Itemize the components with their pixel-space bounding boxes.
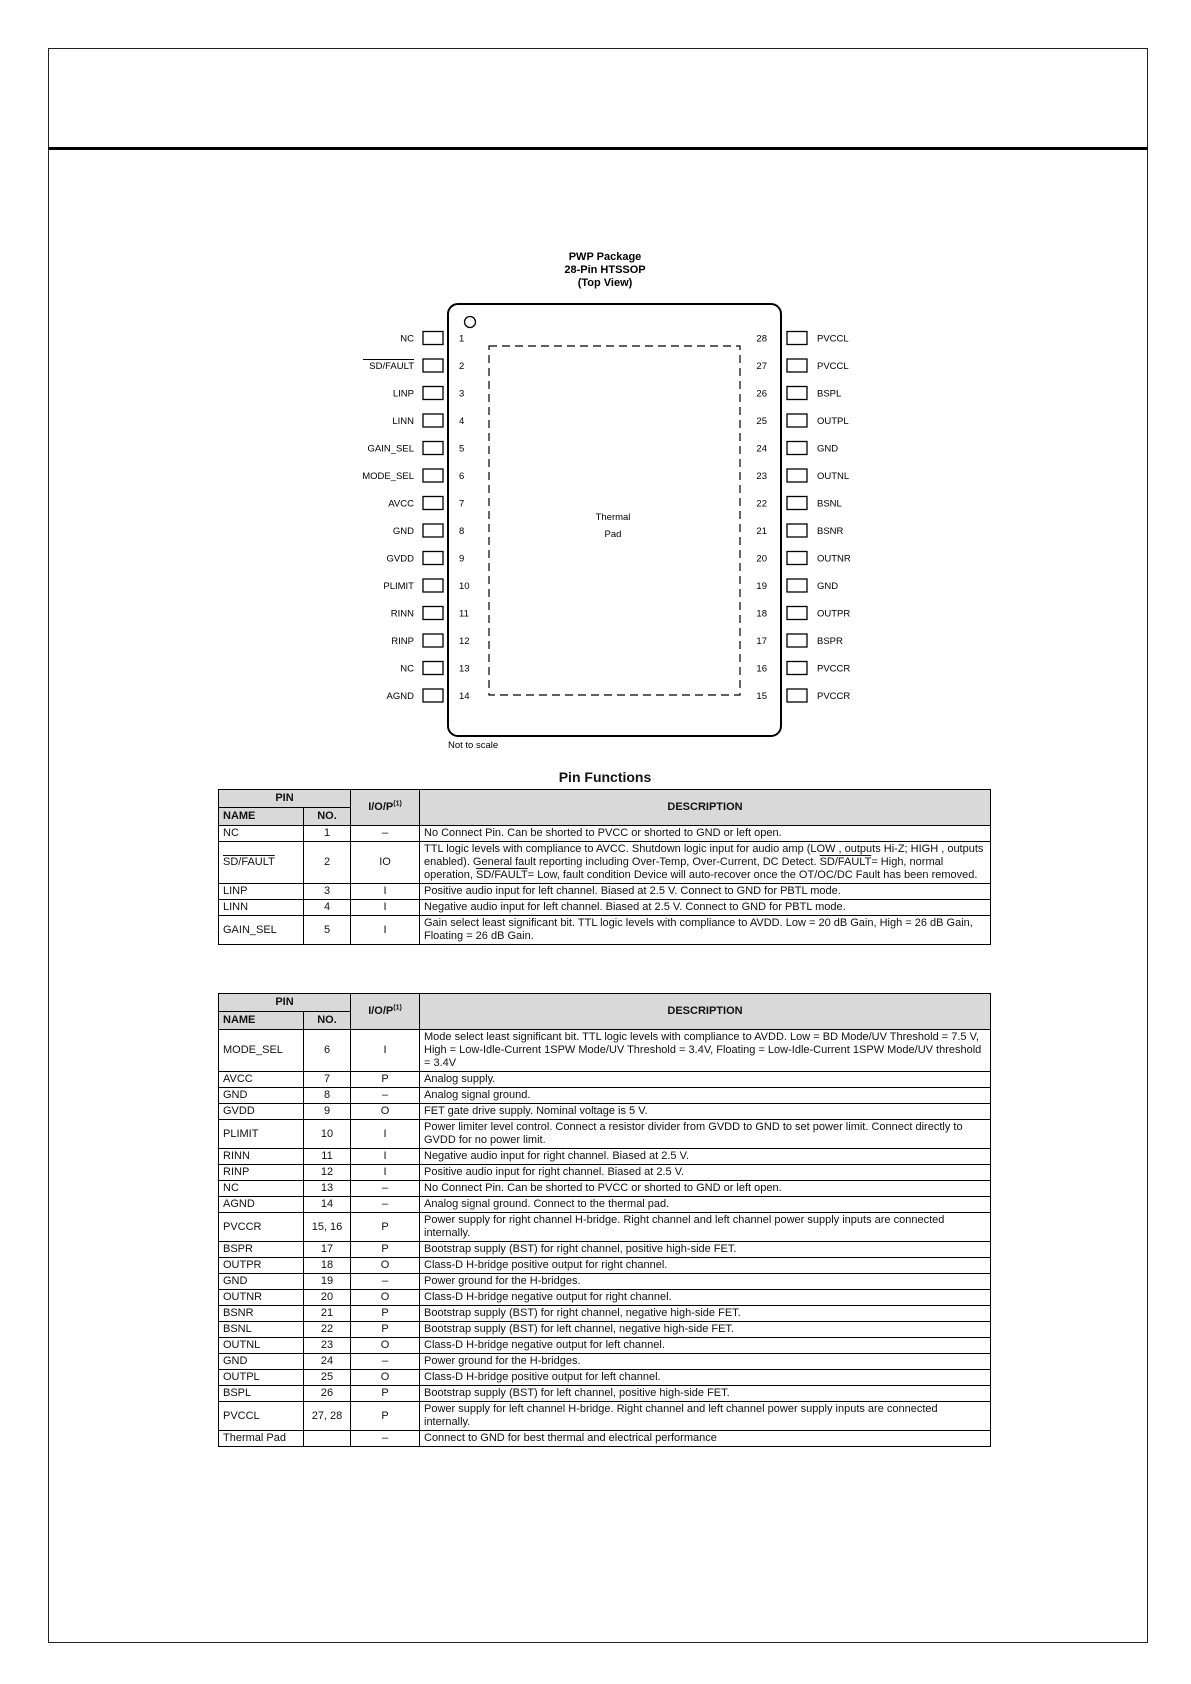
pin-lead	[787, 414, 807, 427]
pin-number: 22	[756, 498, 767, 510]
cell-no: 1	[304, 826, 351, 842]
cell-description: No Connect Pin. Can be shorted to PVCC or shorted to GND or left open.	[420, 1181, 991, 1197]
cell-io: –	[351, 1088, 420, 1104]
pin-number: 27	[756, 361, 767, 372]
table-row	[219, 826, 991, 842]
pin-lead	[787, 607, 807, 620]
pin-functions-title: Pin Functions	[558, 769, 652, 785]
pin-name: PVCCL	[817, 333, 849, 345]
cell-description: Power limiter level control. Connect a resistor divider from GVDD to GND to set power limit. Connect directly to GVDD for no power limit.	[420, 1120, 991, 1149]
pin-name: GND	[392, 526, 414, 537]
cell-no: 5	[304, 916, 351, 945]
cell-description: Positive audio input for left channel. Biased at 2.5 V. Connect to GND for PBTL mode.	[420, 884, 991, 900]
table-row	[219, 1242, 991, 1258]
cell-no: 25	[304, 1370, 351, 1386]
cell-io: –	[351, 1431, 420, 1447]
cell-name: MODE_SEL	[219, 1030, 304, 1072]
cell-name: RINP	[219, 1165, 304, 1181]
pin1-marker	[465, 317, 476, 328]
right-pin-27	[756, 359, 848, 372]
cell-description: Bootstrap supply (BST) for left channel, positive high-side FET.	[420, 1386, 991, 1402]
table-row	[219, 1104, 991, 1120]
cell-io: P	[351, 1322, 420, 1338]
cell-io: –	[351, 1197, 420, 1213]
table-row	[219, 1338, 991, 1354]
pin-number: 23	[756, 471, 767, 482]
cell-io: O	[351, 1290, 420, 1306]
right-pin-group	[756, 332, 850, 703]
cell-name: GVDD	[219, 1104, 304, 1120]
pin-number: 12	[459, 636, 470, 647]
cell-name: GAIN_SEL	[219, 916, 304, 945]
cell-no: 19	[304, 1274, 351, 1290]
table-row	[219, 1431, 991, 1447]
cell-name: BSPR	[219, 1242, 304, 1258]
table-row	[219, 1072, 991, 1088]
cell-no: 13	[304, 1181, 351, 1197]
table-row	[219, 1386, 991, 1402]
cell-description: Class-D H-bridge positive output for left channel.	[420, 1370, 991, 1386]
pin-lead	[787, 469, 807, 482]
pin-number: 28	[756, 333, 767, 345]
pin-functions-table-1	[218, 789, 991, 945]
left-pin-9	[387, 552, 465, 565]
cell-io: I	[351, 884, 420, 900]
cell-name: SD/FAULT	[219, 842, 304, 884]
left-pin-3	[393, 387, 464, 400]
cell-description: Power ground for the H-bridges.	[420, 1274, 991, 1290]
pin-name: GAIN_SEL	[367, 443, 414, 455]
table-row	[219, 1322, 991, 1338]
pin-name: BSNL	[817, 498, 842, 510]
pin-lead	[787, 552, 807, 565]
pin-lead	[423, 579, 443, 592]
pin-name: OUTNR	[817, 553, 851, 565]
right-pin-23	[756, 469, 849, 482]
cell-no: 15, 16	[304, 1213, 351, 1242]
cell-name: GND	[219, 1088, 304, 1104]
header-name: NAME	[219, 808, 304, 826]
pin-number: 18	[756, 608, 767, 620]
cell-io: P	[351, 1402, 420, 1431]
pin-name: BSNR	[817, 526, 844, 537]
cell-name: Thermal Pad	[219, 1431, 304, 1447]
cell-name: BSNR	[219, 1306, 304, 1322]
pin-lead	[423, 552, 443, 565]
pin-lead	[423, 662, 443, 675]
scale-note: Not to scale	[448, 740, 499, 751]
table-row	[219, 842, 991, 884]
pin-number: 19	[756, 581, 767, 592]
pin-number: 21	[756, 526, 767, 537]
pin-name: OUTPL	[817, 416, 849, 427]
table-row	[219, 1370, 991, 1386]
cell-io: I	[351, 900, 420, 916]
pin-number: 10	[459, 581, 470, 592]
pin-lead	[423, 689, 443, 702]
table-row	[219, 1181, 991, 1197]
cell-io: O	[351, 1370, 420, 1386]
left-pin-12	[391, 634, 469, 647]
cell-description	[420, 842, 991, 884]
pin-name: GVDD	[386, 553, 414, 565]
pin-lead	[423, 469, 443, 482]
pin-number: 6	[459, 471, 465, 482]
cell-no: 24	[304, 1354, 351, 1370]
right-pin-17	[756, 634, 843, 647]
pin-lead	[423, 497, 443, 510]
cell-io: –	[351, 1354, 420, 1370]
cell-name: OUTPR	[219, 1258, 304, 1274]
table-row	[219, 1120, 991, 1149]
cell-no: 14	[304, 1197, 351, 1213]
table-row	[219, 1030, 991, 1072]
pin-lead	[423, 359, 443, 372]
header-io: $I/O/P^{(1)}$	[351, 994, 420, 1030]
cell-name: GND	[219, 1274, 304, 1290]
pin-name: OUTNL	[817, 471, 850, 482]
cell-io: P	[351, 1306, 420, 1322]
right-pin-24	[756, 442, 838, 455]
cell-io: IO	[351, 842, 420, 884]
pin-lead	[787, 634, 807, 647]
cell-description: Class-D H-bridge negative output for right channel.	[420, 1290, 991, 1306]
cell-description: Bootstrap supply (BST) for right channel, negative high-side FET.	[420, 1306, 991, 1322]
header-name: NAME	[219, 1012, 304, 1030]
cell-description: Analog supply.	[420, 1072, 991, 1088]
pin-number: 13	[459, 663, 470, 675]
cell-name: PLIMIT	[219, 1120, 304, 1149]
table-row	[219, 1306, 991, 1322]
cell-io: I	[351, 1165, 420, 1181]
table-row	[219, 1197, 991, 1213]
pin-lead	[423, 387, 443, 400]
pin-name: PVCCL	[817, 361, 849, 372]
pin-functions-table-2	[218, 993, 991, 1447]
cell-no: 17	[304, 1242, 351, 1258]
cell-no: 12	[304, 1165, 351, 1181]
cell-io: P	[351, 1213, 420, 1242]
left-pin-14	[387, 689, 470, 702]
cell-io: –	[351, 1181, 420, 1197]
header-no: NO.	[304, 808, 351, 826]
pin-number: 17	[756, 636, 767, 647]
pin-lead	[787, 524, 807, 537]
pin-lead	[787, 332, 807, 345]
left-pin-10	[383, 579, 469, 592]
pin-lead	[423, 524, 443, 537]
left-pin-group	[362, 332, 469, 703]
cell-name: AGND	[219, 1197, 304, 1213]
pin-name: AVCC	[388, 498, 414, 510]
cell-description: Negative audio input for right channel. Biased at 2.5 V.	[420, 1149, 991, 1165]
cell-description: Analog signal ground.	[420, 1088, 991, 1104]
cell-name: BSNL	[219, 1322, 304, 1338]
cell-io: P	[351, 1072, 420, 1088]
pin-number: 24	[756, 443, 767, 455]
pin-name: BSPR	[817, 636, 843, 647]
description-part: TTL logic levels with compliance to AVCC. Shutdown logic input for audio amp (LOW , outputs Hi-Z; HIGH , outputs enabled). General fault reporting including Over-Temp, Over-Current, DC Detect.	[424, 843, 984, 868]
cell-no: 4	[304, 900, 351, 916]
pin-number: 9	[459, 553, 465, 565]
cell-description: Power supply for right channel H-bridge. Right channel and left channel power supply inputs are connected internally.	[420, 1213, 991, 1242]
cell-name: BSPL	[219, 1386, 304, 1402]
description-part: = Low, fault condition Device will auto-recover once the OT/OC/DC Fault has been removed.	[527, 869, 978, 881]
cell-no: 11	[304, 1149, 351, 1165]
pin-lead	[423, 442, 443, 455]
table-row	[219, 1402, 991, 1431]
cell-no: 26	[304, 1386, 351, 1402]
header-pin: PIN	[219, 790, 351, 808]
pin-lead	[787, 497, 807, 510]
cell-name: OUTPL	[219, 1370, 304, 1386]
cell-description: Class-D H-bridge negative output for left channel.	[420, 1338, 991, 1354]
table-row	[219, 884, 991, 900]
left-pin-1	[400, 332, 464, 345]
pin-number: 3	[459, 388, 465, 400]
cell-no: 10	[304, 1120, 351, 1149]
pin-number: 11	[459, 608, 469, 620]
cell-no: 8	[304, 1088, 351, 1104]
cell-no: 20	[304, 1290, 351, 1306]
cell-name: PVCCL	[219, 1402, 304, 1431]
left-pin-5	[368, 442, 465, 455]
description-part: SD/FAULT	[475, 869, 528, 881]
header-description: DESCRIPTION	[420, 994, 991, 1030]
pin-number: 15	[756, 691, 767, 702]
table-row	[219, 1290, 991, 1306]
pin-number: 2	[459, 361, 465, 372]
pin-name: MODE_SEL	[362, 471, 414, 482]
pin-name: LINP	[392, 388, 414, 400]
package-title-line3: (Top View)	[577, 277, 633, 289]
header-description: DESCRIPTION	[420, 790, 991, 826]
right-pin-19	[756, 579, 838, 592]
cell-name: PVCCR	[219, 1213, 304, 1242]
cell-io: I	[351, 1149, 420, 1165]
thermal-pad-label-2: Pad	[604, 529, 622, 540]
cell-description: Mode select least significant bit. TTL logic levels with compliance to AVDD. Low = BD Mode/UV Threshold = 7.5 V, High = Low-Idle-Current 1SPW Mode/UV Threshold = 3.4V, Floating = Low-Idle-Current 1SPW Mode/UV threshold = 3.4V	[420, 1030, 991, 1072]
pin-lead	[423, 332, 443, 345]
cell-name: LINP	[219, 884, 304, 900]
package-title-line1: PWP Package	[568, 251, 642, 263]
cell-io: P	[351, 1242, 420, 1258]
header-pin: PIN	[219, 994, 351, 1012]
pin-name: RINP	[391, 636, 414, 647]
pin-name: GND	[817, 443, 839, 455]
pin-lead	[423, 414, 443, 427]
cell-no: 6	[304, 1030, 351, 1072]
pin-name: GND	[817, 581, 839, 592]
pin-name: OUTPR	[817, 608, 851, 620]
cell-name: LINN	[219, 900, 304, 916]
description-part: = High, normal operation,	[424, 856, 944, 881]
pin-number: 20	[756, 553, 767, 565]
cell-io: I	[351, 1120, 420, 1149]
pin-number: 16	[756, 663, 767, 675]
pin-name: NC	[400, 663, 414, 675]
cell-description: Bootstrap supply (BST) for left channel, negative high-side FET.	[420, 1322, 991, 1338]
pin-number: 5	[459, 443, 465, 455]
right-pin-18	[756, 607, 850, 620]
pin-lead	[787, 387, 807, 400]
cell-name: OUTNL	[219, 1338, 304, 1354]
pin-name: PLIMIT	[383, 581, 414, 592]
cell-description: Negative audio input for left channel. Biased at 2.5 V. Connect to GND for PBTL mode.	[420, 900, 991, 916]
cell-description: Class-D H-bridge positive output for right channel.	[420, 1258, 991, 1274]
cell-no: 22	[304, 1322, 351, 1338]
pin-name: SD/FAULT	[369, 361, 414, 372]
pin-lead	[787, 579, 807, 592]
left-pin-7	[388, 497, 464, 510]
table-row	[219, 916, 991, 945]
cell-description: Power ground for the H-bridges.	[420, 1354, 991, 1370]
pin-number: 8	[459, 526, 465, 537]
pin-name: AGND	[386, 691, 414, 702]
cell-description: Analog signal ground. Connect to the thermal pad.	[420, 1197, 991, 1213]
pin-name: NC	[400, 333, 414, 345]
pin-number: 4	[459, 416, 465, 427]
pin-lead	[423, 607, 443, 620]
cell-no: 27, 28	[304, 1402, 351, 1431]
cell-name: NC	[219, 826, 304, 842]
cell-description: No Connect Pin. Can be shorted to PVCC or shorted to GND or left open.	[420, 826, 991, 842]
cell-description: Power supply for left channel H-bridge. Right channel and left channel power supply inputs are connected internally.	[420, 1402, 991, 1431]
cell-io: I	[351, 1030, 420, 1072]
cell-no	[304, 1431, 351, 1447]
pin-number: 14	[459, 691, 470, 702]
cell-no: 21	[304, 1306, 351, 1322]
header-no: NO.	[304, 1012, 351, 1030]
cell-no: 18	[304, 1258, 351, 1274]
right-pin-15	[756, 689, 850, 702]
right-pin-21	[756, 524, 843, 537]
cell-no: 9	[304, 1104, 351, 1120]
cell-name: NC	[219, 1181, 304, 1197]
right-pin-16	[756, 662, 850, 675]
cell-io: O	[351, 1258, 420, 1274]
left-pin-8	[393, 524, 464, 537]
pin-name: BSPL	[817, 388, 842, 400]
table-row	[219, 1274, 991, 1290]
left-pin-2	[363, 359, 464, 372]
table-row	[219, 900, 991, 916]
cell-io: I	[351, 916, 420, 945]
cell-no: 7	[304, 1072, 351, 1088]
left-pin-11	[391, 607, 469, 620]
right-pin-20	[756, 552, 850, 565]
cell-name: GND	[219, 1354, 304, 1370]
right-pin-25	[756, 414, 848, 427]
package-title-line2: 28-Pin HTSSOP	[564, 264, 646, 276]
left-pin-13	[400, 662, 469, 675]
cell-io: O	[351, 1104, 420, 1120]
cell-no: 3	[304, 884, 351, 900]
pin-name: RINN	[390, 608, 414, 620]
cell-io: –	[351, 1274, 420, 1290]
pin-lead	[787, 689, 807, 702]
pin-number: 7	[459, 498, 465, 510]
right-pin-26	[756, 387, 841, 400]
cell-io: O	[351, 1338, 420, 1354]
cell-name: RINN	[219, 1149, 304, 1165]
cell-description: Connect to GND for best thermal and electrical performance	[420, 1431, 991, 1447]
pin-number: 26	[756, 388, 767, 400]
pin-lead	[787, 662, 807, 675]
pin-name: LINN	[392, 416, 414, 427]
left-pin-4	[392, 414, 464, 427]
cell-no: 23	[304, 1338, 351, 1354]
description-part: SD/FAULT	[819, 856, 872, 868]
cell-description: Bootstrap supply (BST) for right channel, positive high-side FET.	[420, 1242, 991, 1258]
table-row	[219, 1088, 991, 1104]
pin-number: 1	[459, 333, 465, 345]
table-row	[219, 1149, 991, 1165]
thermal-pad-label-1: Thermal	[595, 512, 631, 523]
cell-description: FET gate drive supply. Nominal voltage is 5 V.	[420, 1104, 991, 1120]
table-row	[219, 1213, 991, 1242]
cell-name: AVCC	[219, 1072, 304, 1088]
pin-lead	[423, 634, 443, 647]
right-pin-28	[756, 332, 848, 345]
right-pin-22	[756, 497, 841, 510]
package-diagram	[0, 0, 1191, 760]
pin-number: 25	[756, 416, 767, 427]
pin-lead	[787, 442, 807, 455]
cell-name: OUTNR	[219, 1290, 304, 1306]
cell-description: Positive audio input for right channel. Biased at 2.5 V.	[420, 1165, 991, 1181]
table-row	[219, 1258, 991, 1274]
table-row	[219, 1165, 991, 1181]
header-io: $I/O/P^{(1)}$	[351, 790, 420, 826]
cell-description: Gain select least significant bit. TTL logic levels with compliance to AVDD. Low = 20 dB Gain, High = 26 dB Gain, Floating = 26 dB Gain.	[420, 916, 991, 945]
cell-io: –	[351, 826, 420, 842]
cell-no: 2	[304, 842, 351, 884]
table-row	[219, 1354, 991, 1370]
pin-lead	[787, 359, 807, 372]
pin-name: PVCCR	[817, 691, 851, 702]
pin-name: PVCCR	[817, 663, 851, 675]
cell-io: P	[351, 1386, 420, 1402]
